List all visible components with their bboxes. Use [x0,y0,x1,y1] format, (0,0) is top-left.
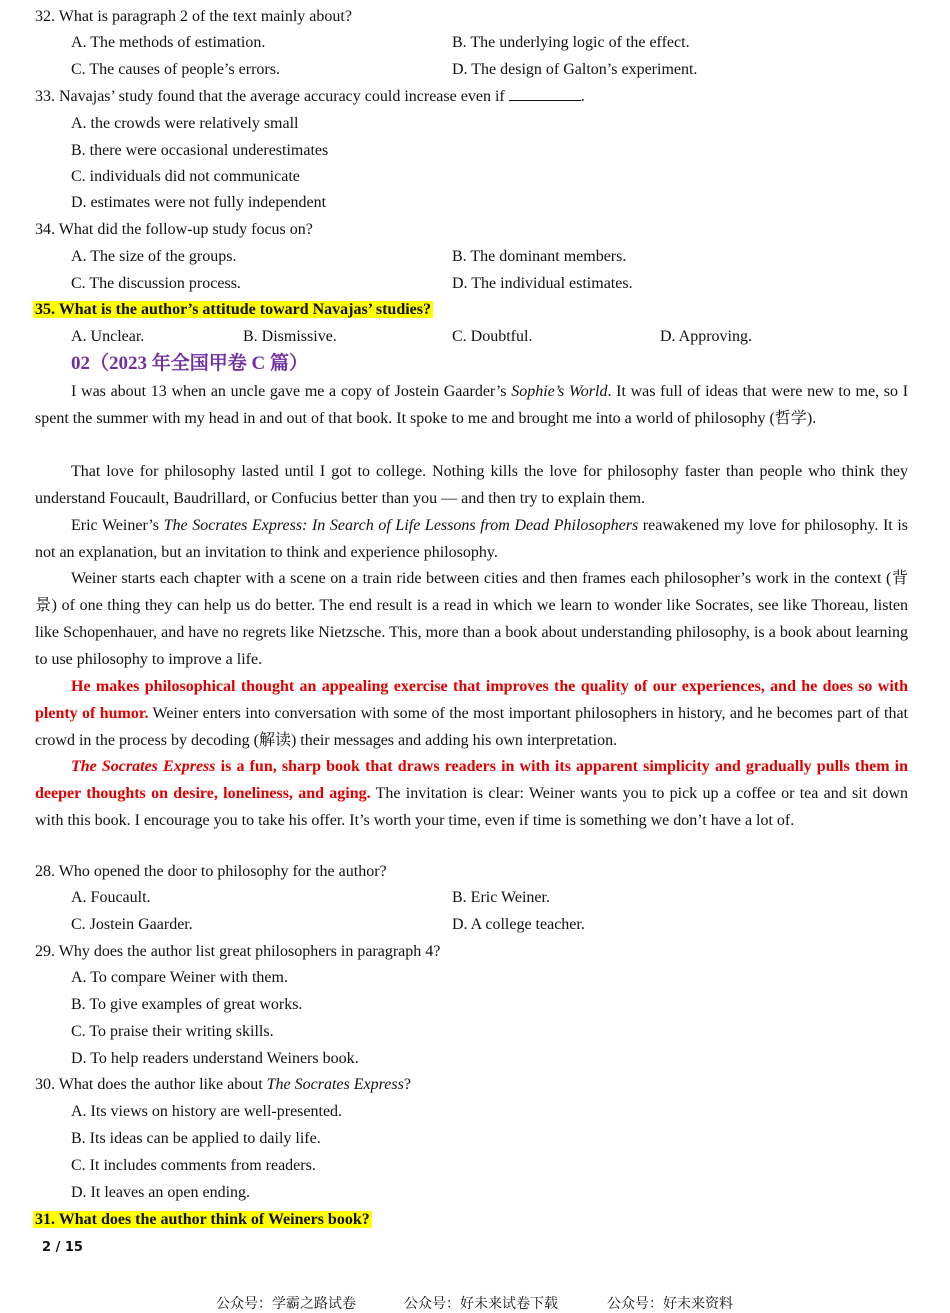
question-35 [33,299,433,321]
question-30 [35,1074,411,1096]
q35-option-c: C. Doubtful. [452,328,533,345]
q30-option-b: B. Its ideas can be applied to daily life. [71,1130,321,1147]
q33-option-d: D. estimates were not fully independent [71,194,327,211]
paragraph-2: That love for philosophy lasted until I got to college. Nothing kills the love for philosophy faster than people who think they understand Foucault, Baudrillard, or Confucius better than you — and then try to explain them. [35,463,908,507]
q33-period: . [580,88,585,105]
q35-option-b: B. Dismissive. [243,328,337,345]
q29-option-c: C. To praise their writing skills. [71,1023,274,1040]
p3-text-b: reawakened my love for philosophy. It is not an explanation, but an invitation to think and experience philosophy. [35,517,909,561]
paragraph-4: Weiner starts each chapter with a scene on a train ride between cities and then frames each philosopher’s work in the context (背景) of one thing they can help us do better. The end result is a read in which we learn to wonder like Socrates, see like Thoreau, listen like Schopenhauer, and have no regrets like Nietzsche. This, more than a book about understanding philosophy, is a book about learning to use philosophy to improve a life. [35,570,908,668]
q35-option-d: D. Approving. [660,328,752,345]
paragraph-1 [35,378,908,432]
q35-option-a: A. Unclear. [71,328,145,345]
paragraph-3 [35,512,908,566]
section-title: 02（2023 年全国甲卷 C 篇） [71,353,308,374]
p3-text-a: Eric Weiner’s [71,517,164,534]
footer-label-1: 公众号：学霸之路试卷 [216,1296,356,1312]
paragraph-5 [35,673,908,754]
question-34: 34. What did the follow-up study focus on? [35,221,313,238]
footer-label-2: 公众号：好未来试卷下载 [404,1296,558,1312]
q34-option-a: A. The size of the groups. [71,248,237,265]
p1-text-b: . It was full of ideas that were new to me, so I spent the summer with my head in and out of that book. It spoke to me and brought me into a world of philosophy (哲学). [35,383,909,427]
red-book-title: The Socrates Express [71,758,216,775]
question-33 [35,86,585,108]
q30-book-title: The Socrates Express [266,1076,404,1093]
highlighted-question: 31. What does the author think of Weiners book? [35,1211,370,1228]
red-emphasis-sentence: is a fun, sharp book that draws readers in with its apparent simplicity and gradually pulls them in deeper thoughts on desire, loneliness, and aging. [35,758,909,802]
q32-option-a: A. The methods of estimation. [71,34,266,51]
paragraph-6 [35,753,908,834]
q33-option-c: C. individuals did not communicate [71,168,300,185]
p1-text-a: I was about 13 when an uncle gave me a copy of Jostein Gaarder’s [71,383,512,400]
p5-text-b: Weiner enters into conversation with some of the most important philosophers in history, and he becomes part of that crowd in the process by decoding (解读) their messages and adding his own interpretation. [35,705,908,749]
q29-option-a: A. To compare Weiner with them. [71,969,288,986]
q34-option-c: C. The discussion process. [71,275,241,292]
question-32: 32. What is paragraph 2 of the text mainly about? [35,8,352,25]
q28-option-d: D. A college teacher. [452,916,585,933]
q30-question-mark: ? [403,1076,411,1093]
question-29: 29. Why does the author list great philosophers in paragraph 4? [35,943,441,960]
q30-text: 30. What does the author like about [35,1076,267,1093]
q30-option-c: C. It includes comments from readers. [71,1157,316,1174]
q28-option-c: C. Jostein Gaarder. [71,916,193,933]
q29-option-b: B. To give examples of great works. [71,996,303,1013]
q33-option-a: A. the crowds were relatively small [71,115,299,132]
page-number: 2 / 15 [42,1240,83,1255]
question-28: 28. Who opened the door to philosophy for the author? [35,863,387,880]
q32-option-c: C. The causes of people’s errors. [71,61,280,78]
q33-option-b: B. there were occasional underestimates [71,142,329,159]
q30-option-d: D. It leaves an open ending. [71,1184,251,1201]
answer-blank [509,86,581,101]
book-title-socrates-express: The Socrates Express: In Search of Life Lessons from Dead Philosophers [163,517,639,534]
question-31 [33,1209,372,1231]
q34-option-b: B. The dominant members. [452,248,627,265]
book-title-sophies-world: Sophie’s World [511,383,608,400]
q32-option-b: B. The underlying logic of the effect. [452,34,690,51]
footer-label-3: 公众号：好未来资料 [607,1296,733,1312]
highlighted-question: 35. What is the author’s attitude toward Navajas’ studies? [35,301,431,318]
q33-text: 33. Navajas’ study found that the average accuracy could increase even if [35,88,505,105]
q34-option-d: D. The individual estimates. [452,275,633,292]
q30-option-a: A. Its views on history are well-presented. [71,1103,343,1120]
q32-option-d: D. The design of Galton’s experiment. [452,61,698,78]
q28-option-a: A. Foucault. [71,889,151,906]
p6-text-b: The invitation is clear: Weiner wants you to pick up a coffee or tea and sit down with this book. I encourage you to take his offer. It’s worth your time, even if time is something we don’t have a lot of. [35,785,908,829]
q29-option-d: D. To help readers understand Weiners book. [71,1050,359,1067]
red-emphasis-sentence: He makes philosophical thought an appealing exercise that improves the quality of our experiences, and he does so with plenty of humor. [35,678,908,722]
q28-option-b: B. Eric Weiner. [452,889,550,906]
